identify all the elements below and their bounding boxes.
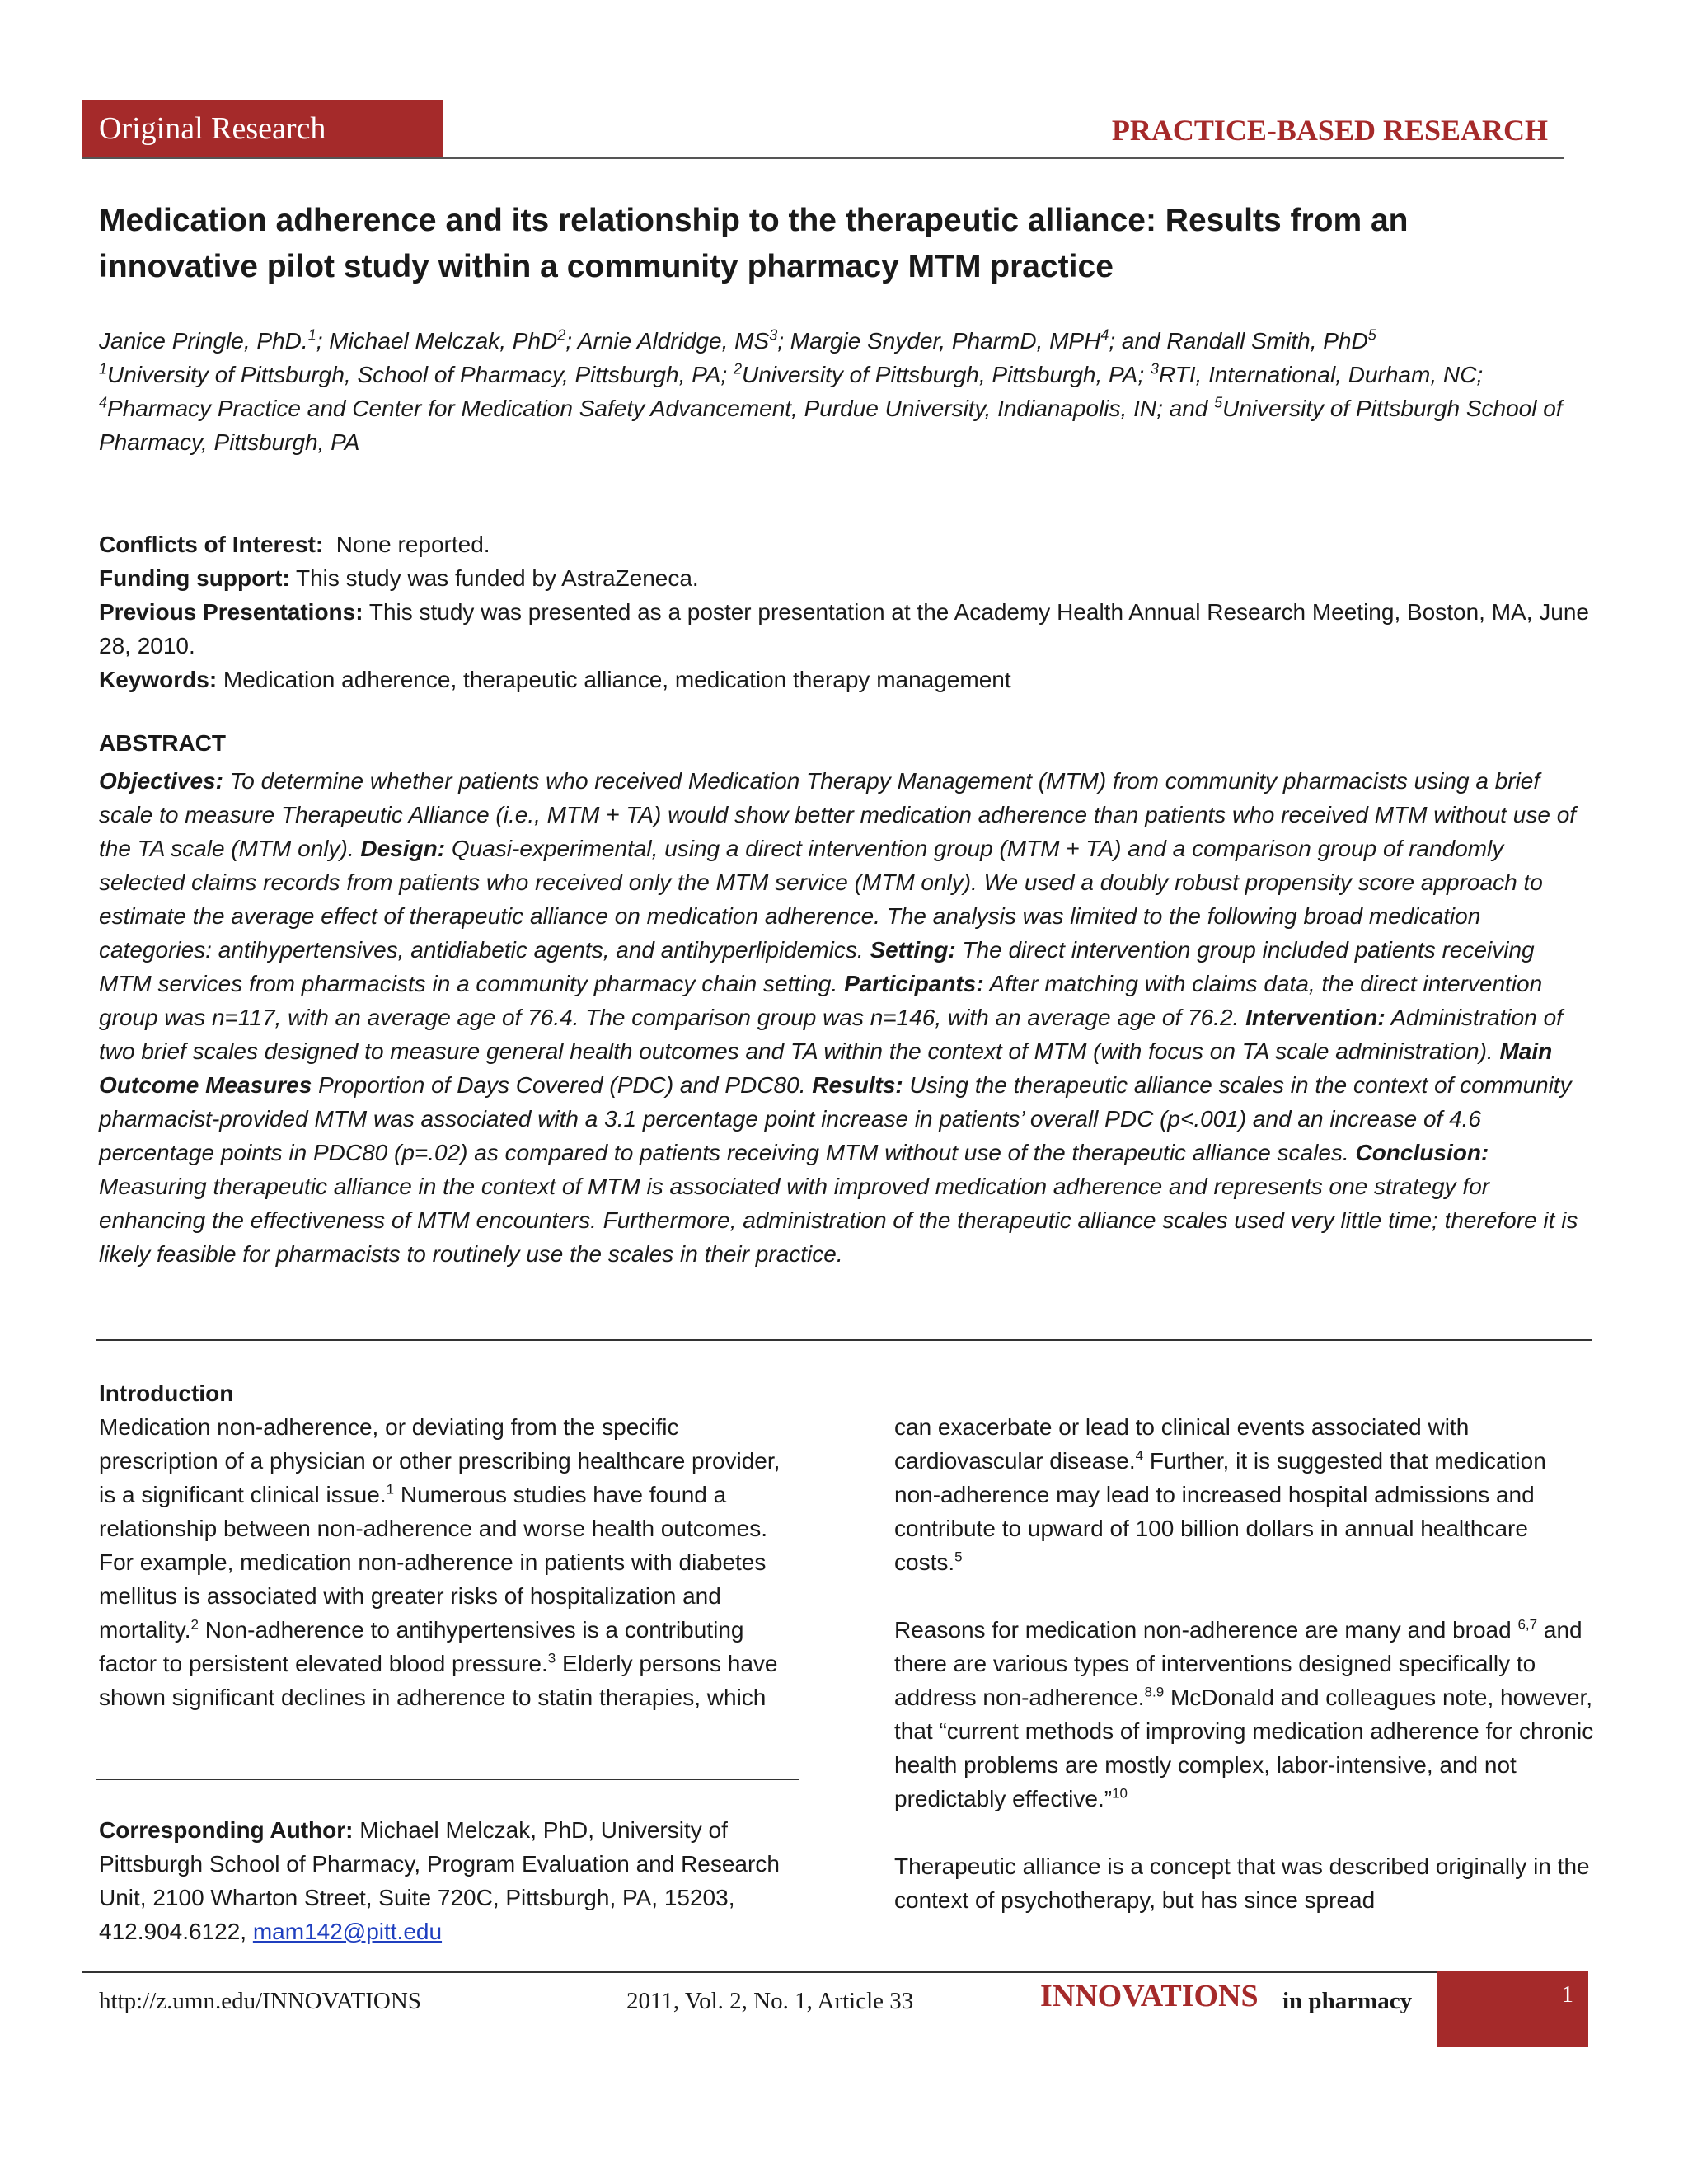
affil-4: Pharmacy Practice and Center for Medication Safety Advancement, Purdue University, Indianapolis, IN; and — [107, 396, 1215, 421]
affil-1-sup: 1 — [99, 360, 108, 377]
journal-brand-sub: in pharmacy — [1282, 1988, 1413, 2014]
left-column — [99, 1376, 799, 1714]
affil-4-sup: 4 — [99, 394, 108, 411]
intro-ref-1: 1 — [386, 1481, 395, 1497]
author-5: ; and Randall Smith, PhD — [1109, 328, 1368, 354]
author-3-sup: 3 — [769, 326, 778, 344]
funding-support — [99, 561, 1591, 595]
results-label: Results: — [812, 1072, 903, 1098]
page-number-box — [1437, 1971, 1588, 2047]
author-list — [99, 324, 1591, 358]
affil-3: RTI, International, Durham, NC; — [1158, 362, 1484, 387]
intro-paragraph-3 — [894, 1613, 1595, 1816]
measures-label: Main Outcome Measures — [99, 1038, 1553, 1098]
header-divider — [82, 157, 1564, 159]
participants-label: Participants: — [844, 971, 984, 996]
author-5-sup: 5 — [1367, 326, 1376, 344]
article-meta — [99, 527, 1591, 696]
affil-1: University of Pittsburgh, School of Pharmacy, Pittsburgh, PA; — [107, 362, 734, 387]
keywords-label: Keywords: — [99, 667, 218, 692]
previous-presentations — [99, 595, 1591, 663]
abstract-divider — [96, 1339, 1592, 1341]
funding-label: Funding support: — [99, 565, 290, 591]
presentations-value: This study was presented as a poster presentation at the Academy Health Annual Research Meeting, Boston, MA, June 28, 2010. — [99, 599, 1590, 658]
design-text: Quasi-experimental, using a direct intervention group (MTM + TA) and a comparison group of randomly selected claims records from patients who received only the MTM service (MTM only). We used a doubly robust propensity score approach to estimate the average effect of therapeutic alliance on medication adherence. The analysis was limited to the following broad medication categories: antihypertensives, antidiabetic agents, and antihyperlipidemics. — [99, 836, 1543, 963]
article-title: Medication adherence and its relationship to the therapeutic alliance: Results from an innovative pilot study within a community pharmacy MTM practice — [99, 203, 1409, 284]
author-2: ; Michael Melczak, PhD — [316, 328, 558, 354]
intro-r2-a: Reasons for medication non-adherence are many and broad — [894, 1617, 1518, 1643]
original-research-tab: Original Research — [82, 100, 443, 157]
affil-3-sup: 3 — [1150, 360, 1159, 377]
design-label: Design: — [360, 836, 446, 861]
affil-2: University of Pittsburgh, Pittsburgh, PA; — [741, 362, 1151, 387]
setting-label: Setting: — [870, 937, 956, 963]
conclusion-label: Conclusion: — [1355, 1140, 1489, 1165]
intro-ref-2: 2 — [190, 1616, 199, 1633]
conclusion-text: Measuring therapeutic alliance in the context of MTM is associated with improved medication adherence and represents one strategy for enhancing the effectiveness of MTM encounters. Furthermore, administration of the therapeutic alliance scales used very little time; therefore it is likely feasible for pharmacists to routinely use the scales in their practice. — [99, 1174, 1578, 1267]
funding-value: This study was funded by AstraZeneca. — [289, 565, 699, 591]
intro-paragraph-4: Therapeutic alliance is a concept that was described originally in the context of psychotherapy, but has since spread — [894, 1854, 1590, 1913]
intro-r1-b: Further, it is suggested that medication non-adherence may lead to increased hospital admissions and contribute to upward of 100 billion dollars in annual healthcare costs. — [894, 1448, 1546, 1575]
author-1-sup: 1 — [307, 326, 316, 344]
author-1: Janice Pringle, PhD. — [99, 328, 308, 354]
presentations-label: Previous Presentations: — [99, 599, 363, 625]
intro-ref-4: 4 — [1135, 1447, 1144, 1464]
intro-p1-d: Elderly persons have shown significant declines in adherence to statin therapies, which — [99, 1651, 778, 1710]
affil-5: University of Pittsburgh School of Pharmacy, Pittsburgh, PA — [99, 396, 1563, 455]
intro-ref-3: 3 — [547, 1650, 556, 1666]
keywords-value: Medication adherence, therapeutic alliance, medication therapy management — [217, 667, 1011, 692]
right-column — [894, 1410, 1595, 1917]
intro-ref-8-9: 8.9 — [1144, 1684, 1165, 1700]
corresponding-text: Michael Melczak, PhD, University of Pittsburgh School of Pharmacy, Program Evaluation and Research Unit, 2100 Wharton Street, Suite 720C, Pittsburgh, PA, 15203, 412.904.6122, — [99, 1817, 780, 1944]
coi-label: Conflicts of Interest: — [99, 532, 324, 557]
section-label: PRACTICE-BASED RESEARCH — [1111, 114, 1548, 147]
setting-text: The direct intervention group included patients receiving MTM services from pharmacists in a community pharmacy chain setting. — [99, 937, 1535, 996]
affiliations — [99, 358, 1591, 459]
objectives-label: Objectives: — [99, 768, 223, 794]
intervention-text: Administration of two brief scales designed to measure general health outcomes and TA within the context of MTM (with focus on TA scale administration). — [99, 1005, 1563, 1064]
author-4: ; Margie Snyder, PharmD, MPH — [777, 328, 1101, 354]
intro-r2-c: McDonald and colleagues note, however, that “current methods of improving medication adherence for chronic health problems are mostly complex, labor-intensive, and not predictably effective.” — [894, 1685, 1594, 1811]
page-number: 1 — [1561, 1981, 1573, 2008]
intro-p1-b: Numerous studies have found a relationship between non-adherence and worse health outcomes. For example, medication non-adherence in patients with diabetes mellitus is associated with greater risks of hospitalization and mortality. — [99, 1482, 767, 1643]
author-block — [99, 324, 1591, 459]
corresponding-label: Corresponding Author: — [99, 1817, 354, 1843]
column-divider — [96, 1779, 799, 1780]
intro-r2-b: and there are various types of interventions designed specifically to address non-adherence. — [894, 1617, 1582, 1710]
abstract-heading: ABSTRACT — [99, 730, 226, 756]
journal-brand: INNOVATIONS — [1040, 1979, 1259, 2013]
intro-p1-c: Non-adherence to antihypertensives is a contributing factor to persistent elevated blood pressure. — [99, 1617, 744, 1676]
objectives-text: To determine whether patients who received Medication Therapy Management (MTM) from community pharmacists using a brief scale to measure Therapeutic Alliance (i.e., MTM + TA) would show better medication adherence than patients who received MTM without use of the TA scale (MTM only). — [99, 768, 1577, 861]
participants-text: After matching with claims data, the direct intervention group was n=117, with an average age of 76.4. The comparison group was n=146, with an average age of 76.2. — [99, 971, 1543, 1030]
corresponding-email-link[interactable]: mam142@pitt.edu — [252, 1919, 443, 1944]
keywords — [99, 663, 1591, 696]
introduction-heading: Introduction — [99, 1380, 234, 1406]
intro-ref-10: 10 — [1112, 1785, 1128, 1802]
author-2-sup: 2 — [557, 326, 566, 344]
intro-paragraph-2 — [894, 1410, 1595, 1579]
intervention-label: Intervention: — [1245, 1005, 1386, 1030]
intro-p1-a: Medication non-adherence, or deviating from the specific prescription of a physician or other prescribing healthcare provider, is a significant clinical issue. — [99, 1414, 781, 1507]
journal-url-link[interactable]: http://z.umn.edu/INNOVATIONS — [99, 1988, 421, 2014]
conflicts-of-interest — [99, 527, 1591, 561]
intro-r1-a: can exacerbate or lead to clinical events associated with cardiovascular disease. — [894, 1414, 1470, 1474]
affil-5-sup: 5 — [1214, 394, 1223, 411]
results-text: Using the therapeutic alliance scales in the context of community pharmacist-provided MTM was associated with a 3.1 percentage point increase in patients’ overall PDC (p<.001) and an increase of 4.6 percentage points in PDC80 (p=.02) as compared to patients receiving MTM without use of the therapeutic alliance scales. — [99, 1072, 1572, 1165]
measures-text: Proportion of Days Covered (PDC) and PDC80. — [312, 1072, 813, 1098]
intro-ref-5: 5 — [954, 1549, 963, 1565]
affil-2-sup: 2 — [733, 360, 742, 377]
footer-divider — [82, 1971, 1564, 1973]
intro-paragraph-1 — [99, 1410, 799, 1714]
coi-value: None reported. — [323, 532, 490, 557]
corresponding-author — [99, 1813, 799, 1948]
intro-ref-6-7: 6,7 — [1517, 1616, 1538, 1633]
abstract-body — [99, 764, 1591, 1271]
author-3: ; Arnie Aldridge, MS — [565, 328, 770, 354]
citation: 2011, Vol. 2, No. 1, Article 33 — [626, 1988, 914, 2014]
author-4-sup: 4 — [1100, 326, 1109, 344]
